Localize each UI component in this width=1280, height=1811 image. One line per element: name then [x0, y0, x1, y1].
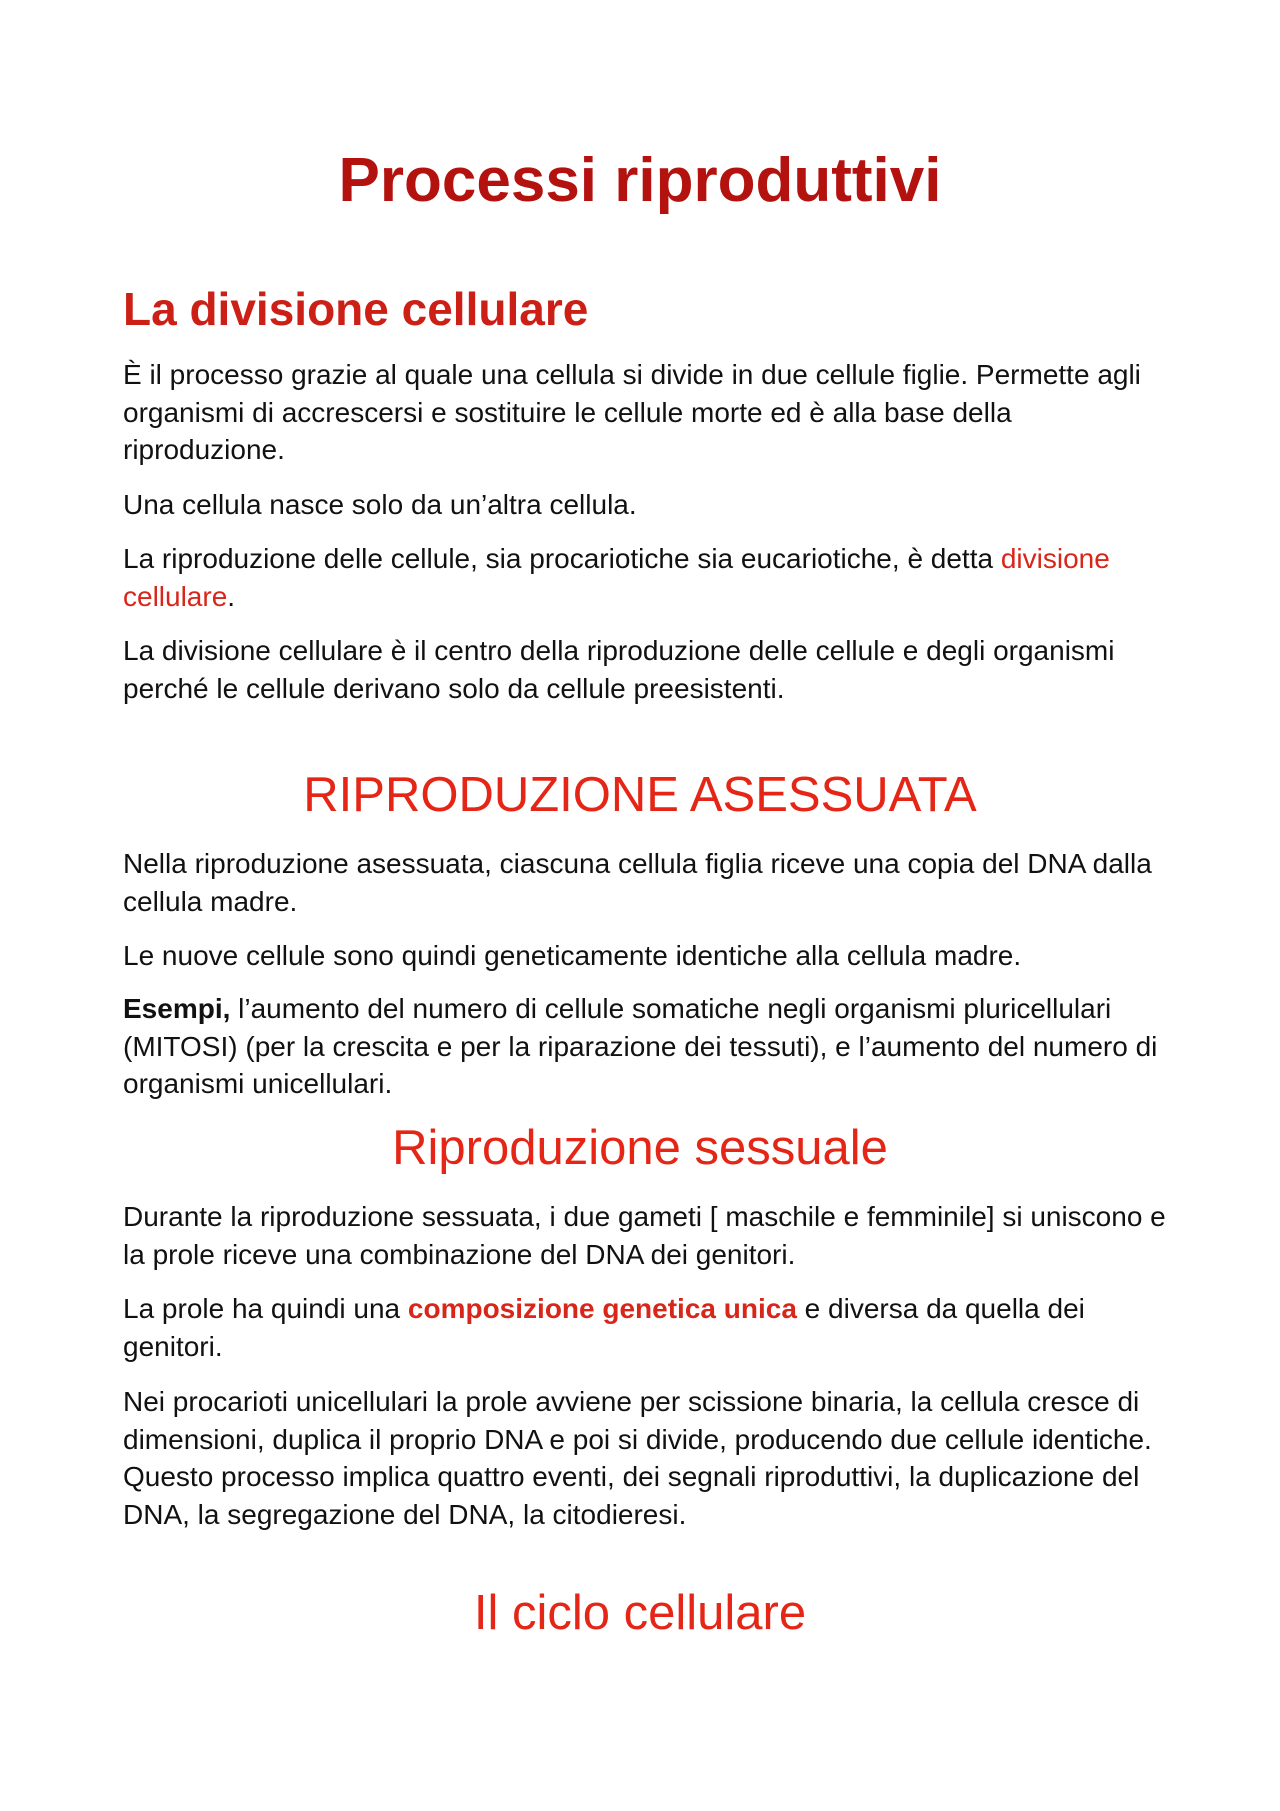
section-heading-divisione: La divisione cellulare [123, 283, 589, 335]
paragraph-origine-cellula: Una cellula nasce solo da un’altra cellula. [123, 489, 637, 520]
text-segment: . [227, 580, 236, 612]
text-segment: l’aumento del numero di cellule somatiche negli organismi pluricellulari (MITOSI) (per la crescita e per la riparazione dei tessuti), e l’aumento del numero di organismi unicellulari. [123, 993, 1158, 1099]
paragraph-centro-riproduzione: La divisione cellulare è il centro della riproduzione delle cellule e degli organismi perché le cellule derivano solo da cellule preesistenti. [123, 635, 1115, 704]
paragraph-scissione-binaria: Nei procarioti unicellulari la prole avviene per scissione binaria, la cellula cresce di dimensioni, duplica il proprio DNA e poi si divide, producendo due cellule identiche. Questo processo implica quattro eventi, dei segnali riproduttivi, la duplicazione del DNA, la segregazione del DNA, la citodieresi. [123, 1386, 1152, 1530]
paragraph-esempi [123, 990, 1173, 1103]
section-heading-ciclo: Il ciclo cellulare [473, 1586, 807, 1640]
highlight-divisione-cellulare: divisione cellulare [123, 543, 1110, 612]
paragraph-identiche: Le nuove cellule sono quindi geneticamente identiche alla cellula madre. [123, 940, 1022, 971]
section-heading-asessuata: RIPRODUZIONE ASESSUATA [303, 768, 977, 822]
page-title: Processi riproduttivi [338, 146, 942, 215]
paragraph-definizione: È il processo grazie al quale una cellula si divide in due cellule figlie. Permette agli organismi di accrescersi e sostituire le cellule morte ed è alla base della riproduzione. [123, 359, 1141, 465]
paragraph-copia-dna: Nella riproduzione asessuata, ciascuna cellula figlia riceve una copia del DNA dalla cellula madre. [123, 848, 1152, 917]
esempi-label: Esempi, [123, 993, 231, 1024]
text-segment: La riproduzione delle cellule, sia procariotiche sia eucariotiche, è detta [123, 543, 1001, 574]
paragraph-gameti: Durante la riproduzione sessuata, i due gameti [ maschile e femminile] si uniscono e la prole riceve una combinazione del DNA dei genitori. [123, 1201, 1166, 1270]
highlight-composizione-genetica: composizione genetica unica [407, 1293, 797, 1324]
paragraph-composizione [123, 1290, 1173, 1365]
text-segment: La prole ha quindi una [123, 1293, 408, 1324]
section-heading-sessuale: Riproduzione sessuale [392, 1121, 888, 1175]
paragraph-divisione-detta [123, 540, 1173, 615]
text-segment: e diversa da quella dei genitori. [123, 1293, 1085, 1362]
